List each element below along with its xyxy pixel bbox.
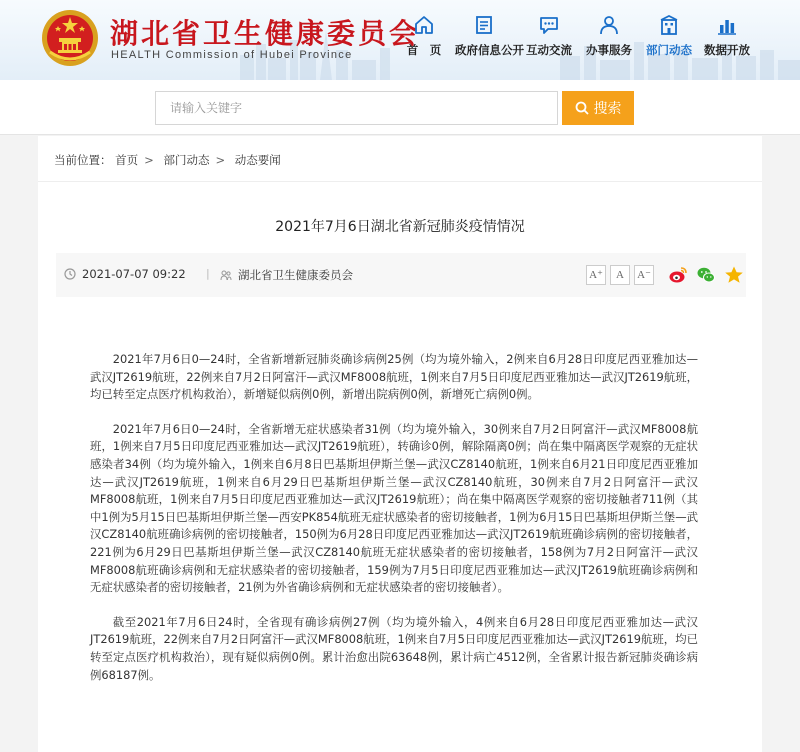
site-subtitle: HEALTH Commission of Hubei Province: [111, 49, 353, 61]
org-icon: [220, 269, 232, 281]
weibo-icon[interactable]: [668, 265, 688, 285]
home-icon: [413, 14, 435, 36]
person-icon: [598, 14, 620, 36]
nav-item-services[interactable]: [580, 10, 638, 66]
breadcrumb: [54, 152, 281, 168]
document-icon: [473, 14, 495, 36]
breadcrumb-news-highlights[interactable]: 动态要闻: [234, 153, 281, 167]
wechat-icon[interactable]: [696, 265, 716, 285]
search-bar: [0, 80, 800, 135]
article-paragraph: 截至2021年7月6日24时，全省现有确诊病例27例（均为境外输入，4例来自6月28日印度尼西亚雅加达—武汉JT2619航班，22例来自7月2日阿富汗—武汉MF8008航班，1例来自7月5日印度尼西亚雅加达—武汉JT2619航班，均已转至定点医疗机构救治），现有疑似病例0例。累计治愈出院63648例，累计病亡4512例，全省累计报告新冠肺炎确诊病例68187例。: [90, 614, 698, 682]
bar-chart-icon: [716, 14, 738, 36]
breadcrumb-prefix: 当前位置：: [54, 153, 112, 167]
nav-item-open-data[interactable]: [698, 10, 756, 66]
breadcrumb-separator: >: [144, 153, 154, 167]
article-paragraph: 2021年7月6日0—24时，全省新增新冠肺炎确诊病例25例（均为境外输入，2例来自6月28日印度尼西亚雅加达—武汉JT2619航班，22例来自7月2日阿富汗—武汉MF8008航班，1例来自7月5日印度尼西亚雅加达—武汉JT2619航班，均已转至定点医疗机构救治），新增疑似病例0例，新增出院病例0例，新增死亡病例0例。: [90, 352, 698, 402]
search-icon: [575, 101, 589, 115]
publish-date: [64, 267, 186, 281]
nav-item-home[interactable]: [395, 10, 453, 66]
nav-item-interaction[interactable]: [520, 10, 578, 66]
article-body: [90, 351, 698, 701]
article-paragraph: 2021年7月6日0—24时，全省新增无症状感染者31例（均为境外输入，30例来自7月2日阿富汗—武汉MF8008航班，1例来自7月5日印度尼西亚雅加达—武汉JT2619航班），转确诊0例，解除隔离0例；尚在集中隔离医学观察的无症状感染者34例（均为境外输入，1例来自6月8日巴基斯坦伊斯兰堡—武汉CZ8140航班，1例来自6月21日印度尼西亚雅加达—武汉JT2619航班，1例来自6月29日巴基斯坦伊斯兰堡—武汉CZ8140航班，30例来自7月2日阿富汗—武汉MF8008航班，1例来自7月5日印度尼西亚雅加达—武汉JT2619航班）；尚在集中隔离医学观察的密切接触者711例（其中1例为5月15日巴基斯坦伊斯兰堡—西安PK854航班无症状感染者的密切接触者，1例为6月15日巴基斯坦伊斯兰堡—武汉CZ8140航班确诊病例的密切接触者，150例为6月28日印度尼西亚雅加达—武汉JT2619航班确诊病例的密切接触者，221例为6月29日巴基斯坦伊斯兰堡—武汉CZ8140航班无症状感染者的密切接触者，158例为7月2日阿富汗—武汉MF8008航班确诊病例和无症状感染者的密切接触者，159例为7月5日印度尼西亚雅加达—武汉JT2619航班确诊病例和无症状感染者的密切接触者，21例为外省确诊病例和无症状感染者的密切接触者）。: [90, 421, 698, 595]
breadcrumb-divider: [38, 181, 762, 182]
nav-item-label: 首 页: [406, 43, 442, 57]
national-emblem-logo: [40, 8, 100, 68]
nav-item-label: 数据开放: [704, 43, 750, 57]
article-source-text: 湖北省卫生健康委员会: [238, 268, 353, 282]
clock-icon: [64, 268, 76, 280]
font-size-decrease-button[interactable]: A⁻: [634, 265, 654, 285]
nav-item-label: 政府信息公开: [455, 43, 524, 57]
font-size-normal-button[interactable]: A: [610, 265, 630, 285]
nav-item-department-news[interactable]: [640, 10, 698, 66]
nav-item-gov-info[interactable]: [455, 10, 524, 66]
article-meta-bar: [56, 253, 746, 297]
font-size-increase-button[interactable]: A⁺: [586, 265, 606, 285]
qzone-icon[interactable]: [724, 265, 744, 285]
chat-icon: [538, 14, 560, 36]
building-icon: [658, 14, 680, 36]
site-header: [0, 0, 800, 80]
nav-item-label: 部门动态: [646, 43, 692, 57]
nav-item-label: 办事服务: [586, 43, 632, 57]
article-title: 2021年7月6日湖北省新冠肺炎疫情情况: [275, 219, 525, 235]
search-button[interactable]: [562, 91, 634, 125]
article-source: [220, 267, 353, 283]
meta-separator: |: [206, 267, 210, 280]
publish-date-text: 2021-07-07 09:22: [82, 267, 186, 281]
search-input[interactable]: [155, 91, 558, 125]
site-title: 湖北省卫生健康委员会: [110, 17, 421, 50]
breadcrumb-department-news[interactable]: 部门动态: [163, 153, 210, 167]
nav-item-label: 互动交流: [526, 43, 572, 57]
article-panel: [38, 136, 762, 752]
breadcrumb-separator: >: [215, 153, 226, 167]
search-button-label: 搜索: [593, 101, 622, 117]
breadcrumb-home[interactable]: 首页: [115, 153, 139, 167]
